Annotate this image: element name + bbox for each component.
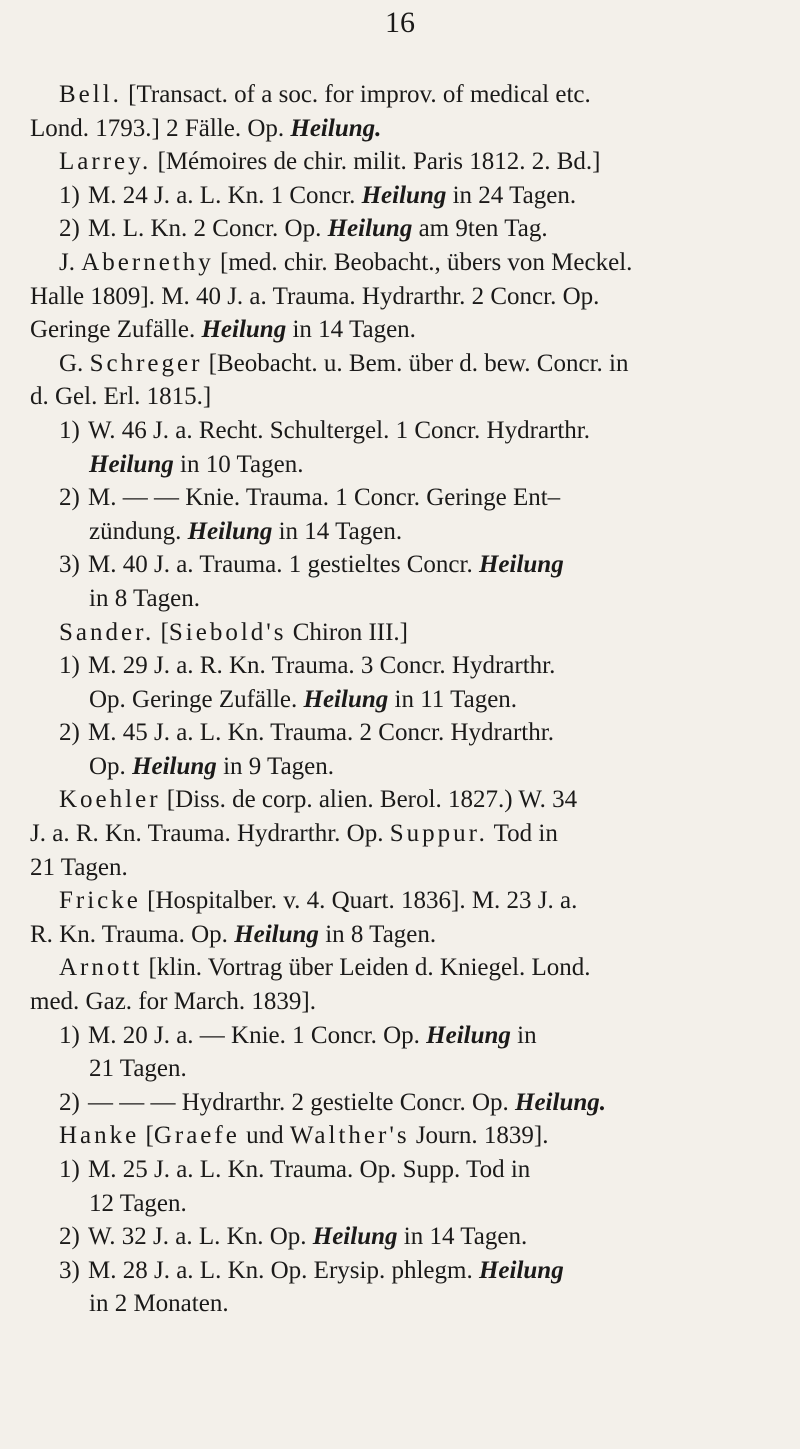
- text-line: [30, 1153, 780, 1187]
- text-run: [Hospitalber. v. 4. Quart. 1836]. M. 23 J. a.: [140, 887, 578, 915]
- text-run: med. Gaz. for March. 1839].: [30, 988, 317, 1016]
- case-number: 2): [59, 1223, 80, 1251]
- case-number: 2): [59, 1088, 80, 1116]
- emphasis-text: Heilung: [89, 450, 174, 478]
- text-run: [Beobacht. u. Bem. über d. bew. Concr. in: [202, 349, 629, 377]
- text-run: Chiron III.]: [286, 618, 408, 646]
- author-name: Koehler: [59, 786, 161, 814]
- emphasis-text: Heilung: [201, 316, 287, 344]
- author-name: Hanke: [59, 1122, 140, 1150]
- text-line: [30, 616, 780, 650]
- text-run: J.: [59, 248, 82, 276]
- author-name: Arnott: [59, 954, 143, 982]
- text-run: M. 25 J. a. L. Kn. Trauma. Op. Supp. Tod in: [88, 1156, 531, 1183]
- author-name: Bell.: [59, 81, 122, 108]
- text-run: M. 40 J. a. Trauma. 1 gestieltes Concr.: [88, 551, 479, 579]
- text-run: Journ. 1839].: [409, 1122, 549, 1150]
- text-run: [klin. Vortrag über Leiden d. Kniegel. Lond.: [142, 954, 591, 982]
- text-run: [med. chir. Beobacht., übers von Meckel.: [213, 248, 633, 276]
- emphasis-text: Heilung.: [290, 114, 382, 142]
- text-run: R. Kn. Trauma. Op.: [30, 920, 235, 948]
- case-number: 2): [59, 719, 80, 747]
- emphasis-text: Heilung.: [515, 1088, 607, 1116]
- text-line: [30, 750, 780, 784]
- text-run: am 9ten Tag.: [412, 215, 548, 243]
- emphasis-text: Heilung: [361, 181, 447, 209]
- text-line: [30, 649, 780, 683]
- text-run: Lond. 1793.] 2 Fälle. Op.: [30, 114, 291, 142]
- text-run: Op.: [89, 752, 133, 780]
- text-run: in 14 Tagen.: [286, 316, 416, 344]
- author-name: Schreger: [89, 349, 203, 377]
- author-name: Sander.: [59, 618, 155, 646]
- text-run: zündung.: [89, 517, 188, 545]
- case-number: 1): [59, 1021, 80, 1049]
- text-run: in 8 Tagen.: [89, 584, 200, 612]
- text-run: [Transact. of a soc. for improv. of medical etc.: [121, 81, 591, 108]
- text-run: in 2 Monaten.: [89, 1290, 229, 1318]
- emphasis-text: Heilung: [234, 920, 319, 948]
- text-line: [30, 481, 780, 515]
- text-line: [30, 1019, 780, 1053]
- emphasis-text: Heilung: [478, 1256, 564, 1284]
- text-run: in 14 Tagen.: [397, 1223, 528, 1251]
- page-body-text: [30, 78, 780, 1321]
- text-run: [Diss. de corp. alien. Berol. 1827.) W. 34: [160, 786, 578, 814]
- text-line: [30, 817, 780, 851]
- emphasis-text: Heilung: [187, 517, 273, 545]
- text-run: d. Gel. Erl. 1815.]: [30, 383, 212, 411]
- text-run: Halle 1809]. M. 40 J. a. Trauma. Hydrarthr. 2 Concr. Op.: [30, 282, 600, 310]
- text-run: J. a. R. Kn. Trauma. Hydrarthr. Op.: [30, 820, 390, 848]
- text-run: Geringe Zufälle.: [30, 316, 202, 344]
- author-name: Larrey.: [59, 148, 152, 176]
- case-number: 1): [59, 416, 80, 444]
- text-run: in 14 Tagen.: [272, 517, 403, 545]
- text-run: 21 Tagen.: [89, 1055, 187, 1083]
- case-number: 3): [59, 1256, 80, 1284]
- emphasis-text: Heilung: [478, 551, 564, 579]
- text-line: [30, 582, 780, 616]
- text-line: [30, 918, 780, 952]
- emphasis-text: Heilung: [312, 1223, 398, 1251]
- author-name: Fricke: [59, 887, 141, 915]
- text-line: [30, 1220, 780, 1254]
- text-run: Op. Geringe Zufälle.: [89, 685, 304, 713]
- case-number: 1): [59, 181, 80, 209]
- author-name: Graefe: [153, 1122, 240, 1150]
- author-name: Suppur.: [389, 820, 488, 848]
- text-line: [30, 985, 780, 1019]
- text-line: [30, 212, 780, 246]
- text-line: [30, 1086, 780, 1120]
- author-name: Siebold's: [168, 618, 287, 646]
- text-run: in 10 Tagen.: [173, 450, 304, 478]
- text-run: in 11 Tagen.: [388, 685, 518, 713]
- text-line: [30, 683, 780, 717]
- text-run: M. 29 J. a. R. Kn. Trauma. 3 Concr. Hydrarthr.: [88, 652, 556, 680]
- text-run: [Mémoires de chir. milit. Paris 1812. 2. Bd.]: [151, 148, 601, 176]
- text-line: [30, 851, 780, 885]
- text-line: [30, 515, 780, 549]
- case-number: 3): [59, 551, 80, 579]
- text-line: [30, 716, 780, 750]
- text-line: [30, 179, 780, 213]
- text-line: [30, 884, 780, 918]
- text-line: [30, 951, 780, 985]
- text-run: W. 46 J. a. Recht. Schultergel. 1 Concr. Hydrarthr.: [88, 416, 591, 444]
- text-line: [30, 145, 780, 179]
- case-number: 2): [59, 215, 80, 243]
- text-line: [30, 1052, 780, 1086]
- text-run: W. 32 J. a. L. Kn. Op.: [88, 1223, 313, 1251]
- text-line: [30, 1254, 780, 1288]
- emphasis-text: Heilung: [303, 685, 389, 713]
- text-line: [30, 1187, 780, 1221]
- author-name: Walther's: [289, 1122, 410, 1150]
- text-line: [30, 246, 780, 280]
- text-line: [30, 783, 780, 817]
- text-run: M. 28 J. a. L. Kn. Op. Erysip. phlegm.: [88, 1256, 479, 1284]
- text-run: [: [139, 1122, 154, 1150]
- text-line: [30, 347, 780, 381]
- case-number: 1): [59, 652, 80, 680]
- text-line: [30, 448, 780, 482]
- text-line: [30, 548, 780, 582]
- text-line: [30, 1287, 780, 1321]
- text-run: G.: [59, 349, 90, 377]
- case-number: 1): [59, 1156, 80, 1183]
- text-run: M. L. Kn. 2 Concr. Op.: [88, 215, 328, 243]
- emphasis-text: Heilung: [426, 1021, 511, 1049]
- text-line: [30, 1119, 780, 1153]
- text-line: [30, 414, 780, 448]
- emphasis-text: Heilung: [327, 215, 413, 243]
- emphasis-text: Heilung: [132, 752, 217, 780]
- text-line: [30, 313, 780, 347]
- text-run: in 9 Tagen.: [216, 752, 335, 780]
- text-run: Tod in: [487, 820, 558, 848]
- page-number: 16: [385, 6, 415, 39]
- text-run: M. — — Knie. Trauma. 1 Concr. Geringe Ent–: [88, 484, 561, 512]
- text-run: M. 45 J. a. L. Kn. Trauma. 2 Concr. Hydrarthr.: [88, 719, 554, 747]
- text-line: [30, 280, 780, 314]
- text-run: — — — Hydrarthr. 2 gestielte Concr. Op.: [88, 1088, 516, 1116]
- case-number: 2): [59, 484, 80, 512]
- text-line: [30, 380, 780, 414]
- text-run: und: [239, 1122, 290, 1150]
- text-run: [: [154, 618, 169, 646]
- text-run: M. 24 J. a. L. Kn. 1 Concr.: [88, 181, 362, 209]
- text-run: 12 Tagen.: [89, 1189, 187, 1217]
- text-line: [30, 112, 780, 146]
- text-run: in 24 Tagen.: [446, 181, 577, 209]
- text-line: [30, 78, 780, 112]
- text-run: 21 Tagen.: [30, 853, 128, 881]
- text-run: in: [510, 1021, 537, 1049]
- author-name: Abernethy: [81, 248, 214, 276]
- text-run: M. 20 J. a. — Knie. 1 Concr. Op.: [88, 1021, 427, 1049]
- text-run: in 8 Tagen.: [318, 920, 437, 948]
